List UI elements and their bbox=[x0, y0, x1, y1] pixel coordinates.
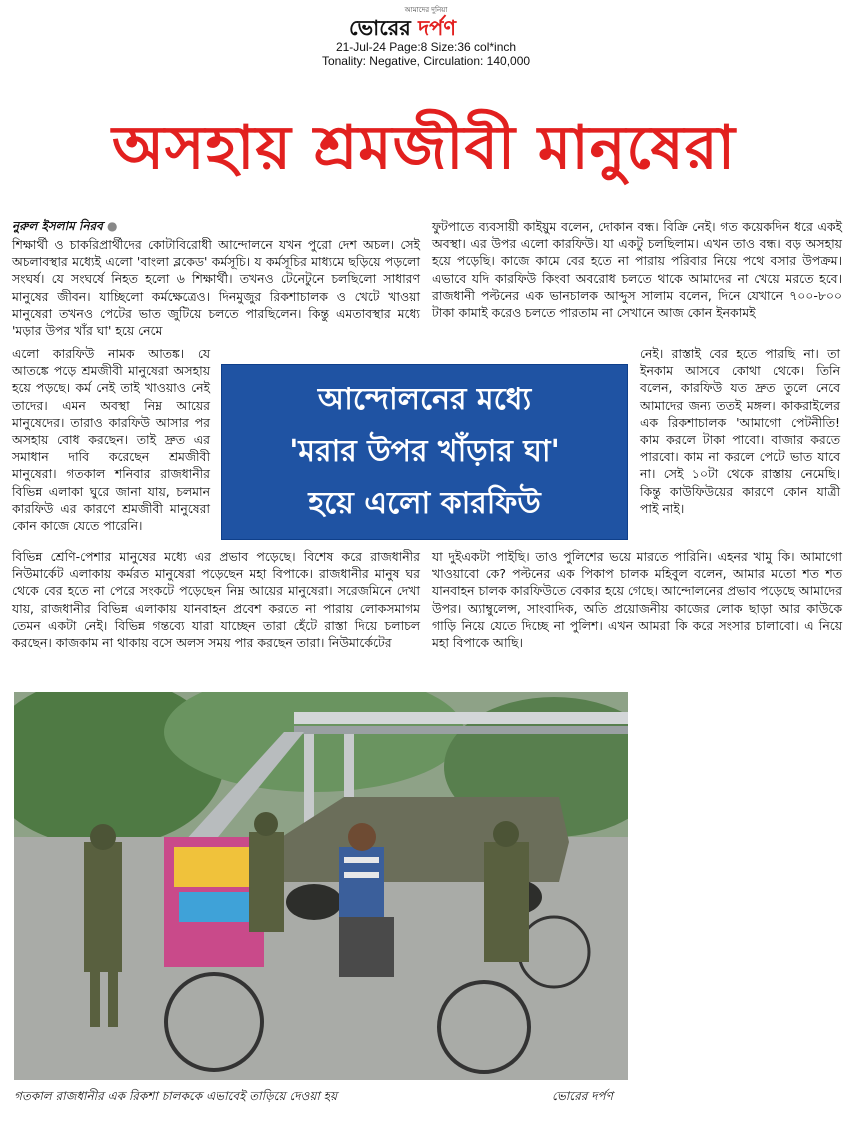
brand-tagline: আমাদের দুনিয়া bbox=[404, 6, 448, 14]
newspaper-logo bbox=[349, 16, 609, 40]
column-left-bottom bbox=[12, 548, 420, 651]
photo-caption: গতকাল রাজধানীর এক রিকশা চালককে এভাবেই তাড়িয়ে দেওয়া হয় bbox=[14, 1089, 338, 1103]
paragraph: যা দুইএকটা পাইছি। তাও পুলিশের ভয়ে মারতে পারিনি। এহনর খামু কি। আমাগো খাওয়াবো কে? পল্টনের এক পিকাপ চালক মহিবুল বলেন, আমার মতো শত শত যানবাহন চালক কারফিউতে বেকার হয়ে গেছে। আন্দোলনের প্রভাব পড়েছে আমাদের উপর। অ্যাম্বুলেন্স, সাংবাদিক, অতি প্রয়োজনীয় কাজের লোক ছাড়া আর কাউকে গাড়ি নিয়ে যেতে দিচ্ছে না পুলিশ। এখন আমরা কি করে সংসার চালাবো। এ নিয়ে মহা বিপাকে আছি। bbox=[432, 549, 842, 651]
bullet-icon: ● bbox=[106, 219, 118, 233]
column-right-top bbox=[432, 218, 842, 321]
paragraph: নেই। রাস্তাই বের হতে পারছি না। তা ইনকাম আসবে কোথা থেকে। তিনি বলেন, কারফিউ যত দ্রুত তুলে নেবে আমাদের জন্য ততই মঙ্গল। কাকরাইলের এক রিকশাচালক 'আমাগো পেটনীতি! কাম করলে টাকা পাবো। বাজার করতে পারবো। কাম না করলে পেটে ভাত যাবে না। সেই ১০টা থেকে রাস্তায় নেমেছি। কিন্তু কাউফিউয়ের কারণে কোন যাত্রী পাই নাই। bbox=[640, 346, 840, 516]
news-photo bbox=[14, 692, 628, 1080]
brand-name-main: ভোরের bbox=[349, 16, 419, 40]
brand-name-accent: দর্পণ bbox=[418, 16, 457, 40]
pull-quote-box bbox=[221, 364, 628, 540]
paragraph: বিভিন্ন শ্রেণি-পেশার মানুষের মধ্যে এর প্রভাব পড়েছে। বিশেষ করে রাজধানীর নিউমার্কেট এলাকায় কর্মরত মানুষেরা পড়েছেন মহা বিপাকে। রাজধানীর মানুষ ঘর থেকে বের হতে না পেরে সংকটে পড়েছেন নিম্ন আয়ের মানুষেরা। সরেজমিনে দেখা যায়, রাজধানীর বিভিন্ন এলাকায় যানবাহন প্রবেশ করতে না পারায় লোকসমাগম তেমন একটা নেই। বিভিন্ন গন্তব্যে যারা যাচ্ছেন তারা হেঁটে রাস্তা দিয়ে চলাচল করছেন। কাজকাম না থাকায় বসে অলস সময় পার করছেন তারা। নিউমার্কেটের bbox=[12, 549, 420, 651]
byline-author: নুরুল ইসলাম নিরব bbox=[12, 219, 103, 233]
column-right-narrow bbox=[640, 345, 840, 517]
paragraph: শিক্ষার্থী ও চাকরিপ্রার্থীদের কোটাবিরোধী আন্দোলনে যখন পুরো দেশ অচল। সেই অচলাবস্থার মধ্যেই এলো 'বাংলা ব্লকেড' কর্মসূচি। য কর্মসূচির মাধ্যমে ছড়িয়ে পড়লো সংঘর্ষ। যে সংঘর্ষে নিহত হলো ৬ শিক্ষার্থী। তখনও টেনেটুনে চলছিলো সাধারণ মানুষের জীবন। যাচ্ছিলো কর্মক্ষেত্রেও। দিনমুজুর রিকশাচালক ও খেটে খাওয়া মানুষেরা তখনও পেটের ভাত জুটিয়ে চলতে পারছিলেন। কিন্তু এমতাবস্থার মধ্যে 'মড়ার উপর খাঁর ঘা' হয়ে নেমে bbox=[12, 237, 420, 339]
pull-quote-line: 'মরার উপর খাঁড়ার ঘা' bbox=[289, 434, 560, 469]
byline bbox=[12, 218, 117, 238]
column-left-narrow bbox=[12, 345, 210, 534]
pull-quote-line: হয়ে এলো কারফিউ bbox=[308, 486, 541, 521]
column-left-top bbox=[12, 236, 420, 339]
photo-credit: ভোরের দর্পণ bbox=[552, 1089, 613, 1103]
column-right-bottom bbox=[432, 548, 842, 651]
masthead bbox=[0, 4, 852, 68]
pull-quote-line: আন্দোলনের মধ্যে bbox=[317, 382, 532, 417]
paragraph: ফুটপাতে ব্যবসায়ী কাইয়ুম বলেন, দোকান বন্ধ। বিক্রি নেই। গত কয়েকদিন ধরে একই অবস্থা। এর উপর এলো কারফিউ। যা একটু চলছিলাম। এখন তাও বন্ধ। বড় অসহায় হয়ে পড়েছি। কাজে কামে বের হতে না পারায় পরিবার নিয়ে পথে বসার উপক্রম। এভাবে যদি কারফিউ কিংবা অবরোধ চলতে থাকে আমাদের না খেয়ে মরতে হবে। রাজধানী পল্টনের এক ভানচালক আব্দুস সালাম বলেন, দিনে যেখানে ৭০০-৮০০ টাকা কামাই করেও চলতে পারতাম না সেখানে আজ কোন ইনকামই bbox=[432, 219, 842, 321]
paragraph: এলো কারফিউ নামক আতঙ্ক। যে আতঙ্কে পড়ে শ্রমজীবী মানুষেরা অসহায় হয়ে পড়ছে। কর্ম নেই তাই খাওয়াও নেই তাদের। এমন অবস্থা নিম্ন আয়ের মানুষেদের। তারাও কারফিউ আসার পর অসহায় বোধ করছেন। তাই দ্রুত এর সমাধান দাবি করেছেন শ্রমজীবী মানুষেরা। গতকাল শনিবার রাজধানীর বিভিন্ন এলাকা ঘুরে জানা যায়, চলমান কারফিউ এর কারণে শ্রমজীবী মানুষেরা কোন কাজে যেতে পারেনি। bbox=[12, 346, 210, 534]
headline: অসহায় শ্রমজীবী মানুষেরা bbox=[111, 113, 737, 183]
clipping-meta-tonality: Tonality: Negative, Circulation: 140,000 bbox=[321, 54, 531, 68]
clipping-meta-date: 21-Jul-24 Page:8 Size:36 col*inch bbox=[335, 40, 517, 54]
photo-illustration bbox=[14, 692, 628, 1080]
